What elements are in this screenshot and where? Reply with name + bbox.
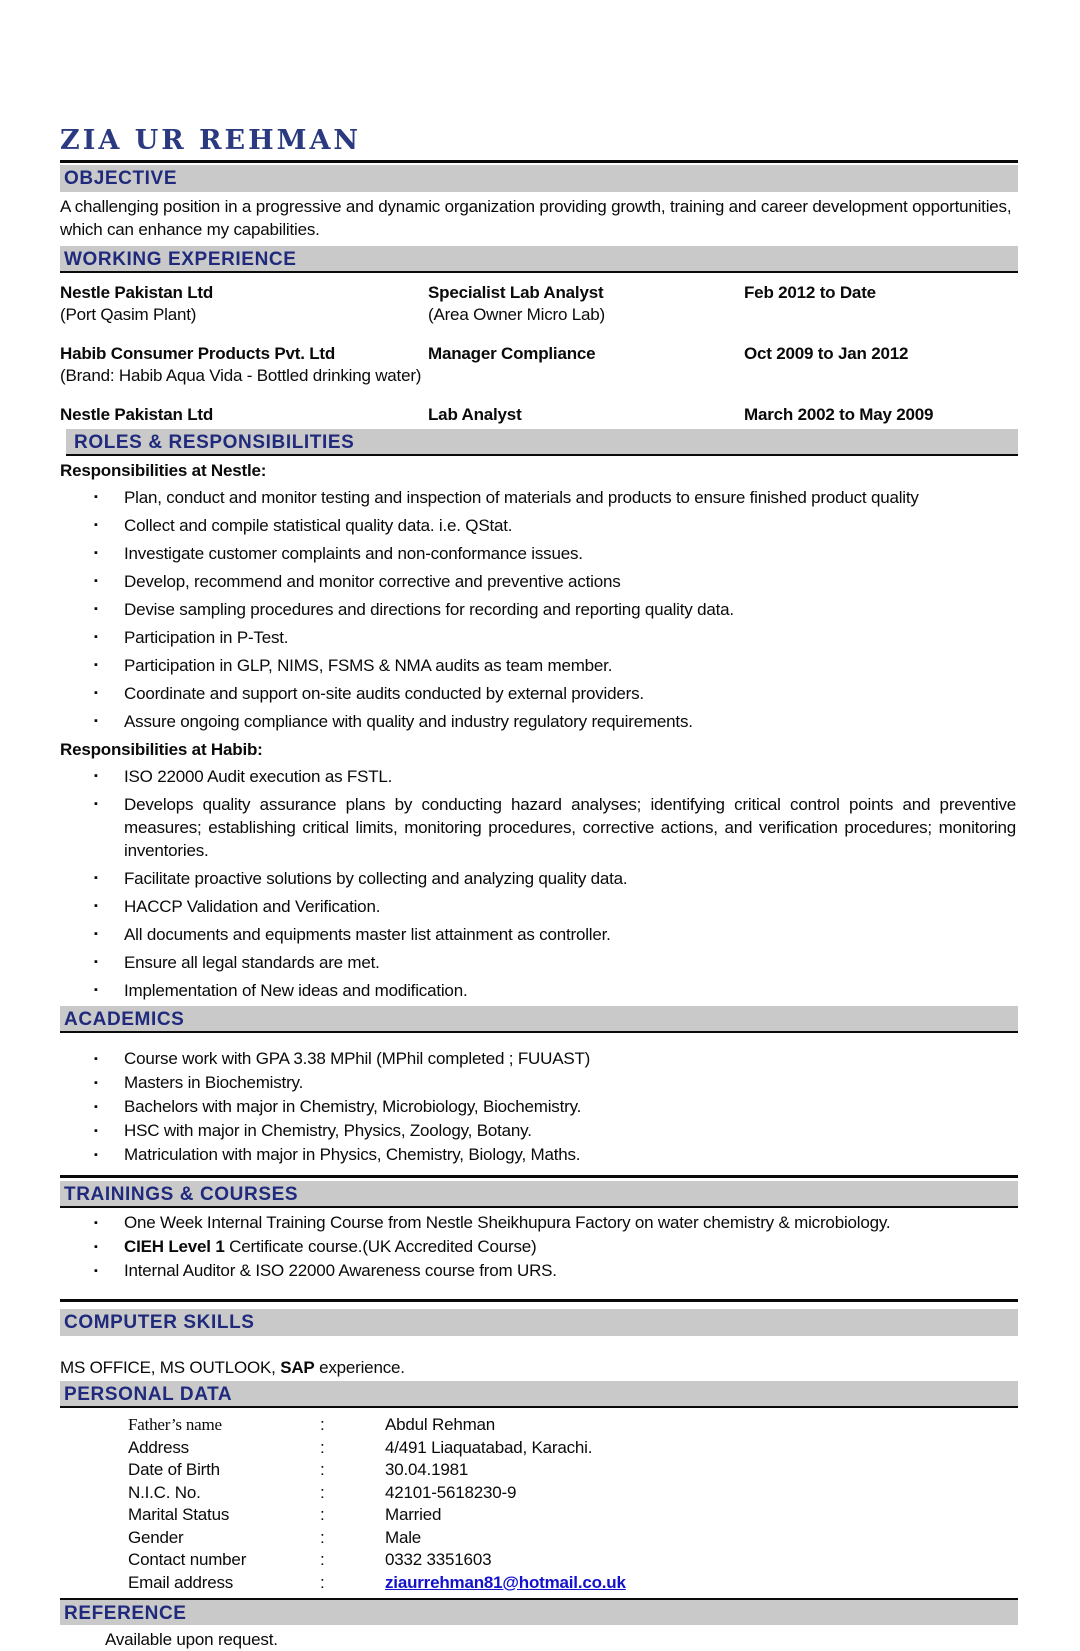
personal-data-table (60, 1414, 1018, 1594)
experience-title-name: Specialist Lab Analyst (428, 283, 604, 302)
personal-data-colon: : (320, 1572, 325, 1592)
personal-data-colon: : (320, 1527, 325, 1547)
list-item (60, 892, 1018, 920)
personal-data-row (60, 1459, 1018, 1482)
list-item-text: Coordinate and support on-site audits conducted by external providers. (124, 683, 644, 703)
list-item (60, 920, 1018, 948)
list-item (60, 762, 1018, 790)
computer-top-rule (60, 1299, 1018, 1302)
experience-entry (60, 282, 1018, 326)
trainings-list (60, 1211, 1018, 1283)
list-item-text: Devise sampling procedures and directions for recording and reporting quality data. (124, 599, 734, 619)
bullet-marker: ▪ (94, 518, 98, 531)
bullet-marker: ▪ (94, 1053, 98, 1065)
spacer-cell (60, 1437, 128, 1460)
list-item (60, 948, 1018, 976)
list-item-text: ISO 22000 Audit execution as FSTL. (124, 766, 393, 786)
experience-period-text: March 2002 to May 2009 (744, 405, 934, 424)
list-item (60, 679, 1018, 707)
spacer-cell (60, 1414, 128, 1437)
list-item (60, 1211, 1018, 1235)
bullet-marker: ▪ (94, 899, 98, 912)
list-item (60, 1071, 1018, 1095)
list-item-text: Collect and compile statistical quality data. i.e. QStat. (124, 515, 513, 535)
experience-entry (60, 404, 1018, 426)
experience-entry (60, 343, 1018, 387)
personal-data-value: 4/491 Liaquatabad, Karachi. (385, 1437, 593, 1457)
bullet-marker: ▪ (94, 686, 98, 699)
personal-data-value (385, 1572, 1018, 1595)
computer-skills-text (60, 1356, 1018, 1379)
bullet-marker: ▪ (94, 983, 98, 996)
list-item-text: Course work with GPA 3.38 MPhil (MPhil completed ; FUUAST) (124, 1049, 591, 1068)
personal-data-label: Date of Birth (128, 1460, 220, 1479)
roles-group-label: Responsibilities at Habib: (60, 740, 263, 759)
spacer-cell (60, 1504, 128, 1527)
experience-company (60, 404, 428, 426)
personal-data-colon: : (320, 1460, 325, 1479)
bullet-marker: ▪ (94, 546, 98, 559)
experience-title-name: Lab Analyst (428, 405, 522, 424)
personal-heading-label: PERSONAL DATA (64, 1384, 233, 1405)
section-heading-academics (60, 1006, 1018, 1033)
personal-data-row (60, 1437, 1018, 1460)
reference-heading-label: REFERENCE (64, 1603, 187, 1624)
roles-group-list (60, 483, 1018, 735)
list-item (60, 1095, 1018, 1119)
spacer-cell (60, 1549, 128, 1572)
bullet-marker: ▪ (94, 490, 98, 503)
list-item-text: Matriculation with major in Physics, Chemistry, Biology, Maths. (124, 1145, 581, 1164)
personal-data-colon: : (320, 1550, 325, 1569)
list-item (60, 623, 1018, 651)
personal-data-value: Abdul Rehman (385, 1415, 496, 1434)
bullet-marker: ▪ (94, 1101, 98, 1113)
bullet-marker: ▪ (94, 574, 98, 587)
list-item-text: CIEH Level 1 Certificate course.(UK Accredited Course) (124, 1237, 537, 1256)
personal-data-row (60, 1482, 1018, 1505)
personal-data-label: Contact number (128, 1550, 247, 1569)
experience-company-note: (Port Qasim Plant) (60, 305, 197, 324)
personal-data-label: Marital Status (128, 1505, 230, 1524)
list-item-text: Internal Auditor & ISO 22000 Awareness course from URS. (124, 1261, 557, 1280)
list-item-text: Ensure all legal standards are met. (124, 952, 380, 972)
list-item (60, 595, 1018, 623)
list-item-text: Plan, conduct and monitor testing and inspection of materials and products to ensure finished product quality (124, 487, 919, 507)
personal-data-label: Father’s name (128, 1415, 222, 1434)
bullet-marker: ▪ (94, 871, 98, 884)
experience-company-name: Nestle Pakistan Ltd (60, 405, 214, 424)
roles-group-label: Responsibilities at Nestle: (60, 461, 267, 480)
bullet-marker: ▪ (94, 955, 98, 968)
bullet-marker: ▪ (94, 927, 98, 940)
roles-groups (60, 458, 1018, 1004)
list-item (60, 707, 1018, 735)
list-item-text: Investigate customer complaints and non-conformance issues. (124, 543, 583, 563)
spacer-cell (60, 1527, 128, 1550)
list-item-text: Implementation of New ideas and modification. (124, 980, 468, 1000)
experience-company (60, 343, 428, 387)
list-item-text: Assure ongoing compliance with quality and industry regulatory requirements. (124, 711, 693, 731)
list-item-text: All documents and equipments master list attainment as controller. (124, 924, 611, 944)
list-item (60, 483, 1018, 511)
section-heading-reference (60, 1598, 1018, 1625)
computer-skills-bold: SAP (280, 1358, 315, 1377)
personal-data-label: Email address (128, 1572, 234, 1592)
bullet-marker: ▪ (94, 1217, 98, 1229)
bullet-marker: ▪ (94, 630, 98, 643)
objective-heading-label: OBJECTIVE (64, 168, 178, 189)
spacer-cell (60, 1572, 128, 1595)
bullet-marker: ▪ (94, 1265, 98, 1277)
experience-title (428, 343, 744, 387)
experience-company-name: Nestle Pakistan Ltd (60, 283, 214, 302)
experience-title (428, 404, 744, 426)
personal-data-row (60, 1504, 1018, 1527)
list-item-text: Facilitate proactive solutions by collecting and analyzing quality data. (124, 868, 628, 888)
personal-data-colon: : (320, 1415, 325, 1434)
list-item-text: Participation in GLP, NIMS, FSMS & NMA audits as team member. (124, 655, 613, 675)
computer-skills-suffix: experience. (314, 1358, 405, 1377)
personal-data-value: 42101-5618230-9 (385, 1482, 517, 1502)
experience-period-text: Feb 2012 to Date (744, 283, 876, 302)
list-item-text: HSC with major in Chemistry, Physics, Zoology, Botany. (124, 1121, 532, 1140)
computer-heading-label: COMPUTER SKILLS (64, 1312, 255, 1333)
list-item (60, 1259, 1018, 1283)
section-heading-computer (60, 1309, 1018, 1336)
objective-text: A challenging position in a progressive and dynamic organization providing growth, training and career development opportunities, which can enhance my capabilities. (60, 197, 1012, 239)
personal-data-value: 30.04.1981 (385, 1460, 469, 1479)
computer-skills-prefix: MS OFFICE, MS OUTLOOK, (60, 1358, 281, 1377)
personal-data-label: Gender (128, 1527, 184, 1547)
spacer-cell (60, 1482, 128, 1505)
bullet-marker: ▪ (94, 1241, 98, 1253)
spacer (60, 1033, 1018, 1047)
roles-group-list (60, 762, 1018, 1004)
experience-title (428, 282, 744, 326)
list-item-text: One Week Internal Training Course from Nestle Sheikhupura Factory on water chemistry & microbiology. (124, 1213, 891, 1232)
bullet-marker: ▪ (94, 1077, 98, 1089)
list-item (60, 864, 1018, 892)
bullet-marker: ▪ (94, 769, 98, 782)
personal-data-value: Married (385, 1505, 442, 1524)
personal-data-value: 0332 3351603 (385, 1550, 492, 1569)
trainings-heading-label: TRAININGS & COURSES (64, 1184, 299, 1205)
academics-list (60, 1047, 1018, 1167)
list-item-text: Masters in Biochemistry. (124, 1073, 304, 1092)
personal-data-value: Male (385, 1527, 422, 1547)
personal-data-row (60, 1527, 1018, 1550)
list-item-text: Develops quality assurance plans by conducting hazard analyses; identifying critical control points and preventive measures; establishing critical limits, monitoring procedures, corrective actions, and verification procedures; monitoring inventories. (124, 794, 1016, 860)
trainings-top-rule (60, 1175, 1018, 1178)
list-item-text: HACCP Validation and Verification. (124, 896, 381, 916)
list-item (60, 790, 1018, 864)
list-item (60, 567, 1018, 595)
personal-data-label: N.I.C. No. (128, 1482, 201, 1502)
section-heading-personal (60, 1381, 1018, 1408)
personal-data-row (60, 1549, 1018, 1572)
list-item (60, 976, 1018, 1004)
section-heading-objective (60, 165, 1018, 192)
list-item (60, 539, 1018, 567)
list-item (60, 1119, 1018, 1143)
list-item-text: Bachelors with major in Chemistry, Microbiology, Biochemistry. (124, 1097, 582, 1116)
experience-period (744, 404, 1018, 426)
experience-company-name: Habib Consumer Products Pvt. Ltd (60, 344, 336, 363)
person-name: ZIA UR REHMAN (60, 125, 362, 156)
section-heading-experience (60, 246, 1018, 273)
bullet-marker: ▪ (94, 714, 98, 727)
personal-data-row (60, 1414, 1018, 1437)
bullet-marker: ▪ (94, 658, 98, 671)
list-item (60, 1047, 1018, 1071)
experience-list (60, 282, 1018, 426)
bullet-marker: ▪ (94, 1125, 98, 1137)
academics-heading-label: ACADEMICS (64, 1009, 185, 1030)
list-item-text: Develop, recommend and monitor corrective and preventive actions (124, 571, 621, 591)
reference-text: Available upon request. (105, 1630, 278, 1649)
bullet-marker: ▪ (94, 1149, 98, 1161)
list-item-text: Participation in P-Test. (124, 627, 289, 647)
personal-data-colon: : (320, 1437, 325, 1457)
personal-data-colon: : (320, 1482, 325, 1502)
experience-title-note: (Area Owner Micro Lab) (428, 305, 605, 324)
experience-title-name: Manager Compliance (428, 344, 596, 363)
spacer-cell (60, 1459, 128, 1482)
experience-company-note: (Brand: Habib Aqua Vida - Bottled drinking water) (60, 366, 422, 385)
email-link[interactable]: ziaurrehman81@hotmail.co.uk (385, 1572, 626, 1592)
list-item-bold-text: CIEH Level 1 (124, 1237, 225, 1256)
personal-data-label: Address (128, 1437, 189, 1457)
experience-period (744, 343, 1018, 387)
list-item (60, 1143, 1018, 1167)
experience-company (60, 282, 428, 326)
personal-data-colon: : (320, 1505, 325, 1524)
bullet-marker: ▪ (94, 602, 98, 615)
list-item (60, 1235, 1018, 1259)
bullet-marker: ▪ (94, 797, 98, 810)
section-heading-roles (66, 429, 1018, 456)
experience-period (744, 282, 1018, 326)
experience-heading-label: WORKING EXPERIENCE (64, 249, 297, 270)
section-heading-trainings (60, 1181, 1018, 1208)
name-divider (60, 160, 1018, 163)
roles-heading-label: ROLES & RESPONSIBILITIES (74, 432, 355, 453)
list-item (60, 651, 1018, 679)
experience-period-text: Oct 2009 to Jan 2012 (744, 344, 909, 363)
list-item (60, 511, 1018, 539)
personal-data-row (60, 1572, 1018, 1595)
